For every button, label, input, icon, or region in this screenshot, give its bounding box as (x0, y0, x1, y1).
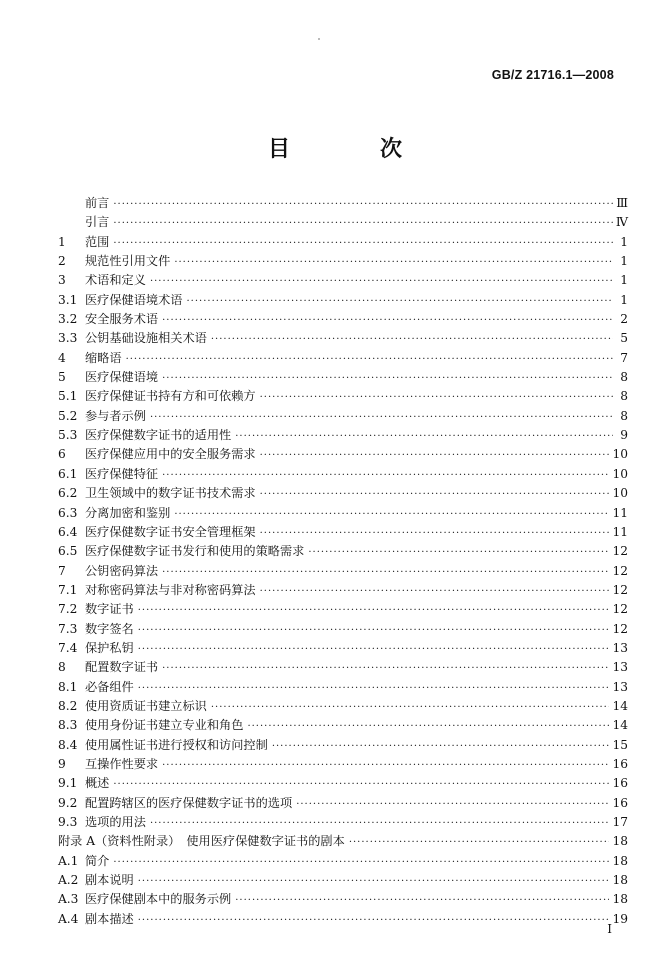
toc-entry-title: 数字证书 (85, 602, 134, 617)
toc-entry-title: 医疗保健应用中的安全服务需求 (85, 447, 256, 462)
toc-entry-number: A.3 (58, 892, 79, 907)
toc-entry[interactable] (58, 832, 628, 851)
toc-entry[interactable] (58, 890, 628, 909)
toc-entry-title: 医疗保健数字证书的适用性 (85, 428, 232, 443)
toc-leader-dots (308, 543, 609, 562)
toc-entry-title: 医疗保健数字证书安全管理框架 (85, 524, 256, 539)
toc-leader-dots (162, 466, 609, 485)
toc-entry-page: 16 (612, 795, 628, 810)
toc-entry-title: 术语和定义 (85, 273, 146, 288)
toc-leader-dots (211, 698, 610, 717)
toc-entry[interactable] (58, 639, 628, 658)
toc-leader-dots (138, 640, 610, 659)
toc-entry[interactable] (58, 387, 628, 406)
toc-entry-page: 1 (620, 273, 628, 288)
toc-entry-number: 7 (58, 563, 66, 578)
toc-entry-title: 使用属性证书进行授权和访问控制 (85, 737, 268, 752)
toc-entry-title: 安全服务术语 (85, 312, 159, 327)
toc-entry-title: 剧本说明 (85, 873, 134, 888)
toc-entry[interactable] (58, 871, 628, 890)
toc-entry-number: 4 (58, 350, 66, 365)
toc-leader-dots (260, 582, 610, 601)
toc-entry-title: 分离加密和鉴别 (85, 505, 171, 520)
toc-entry-number: 9.1 (58, 776, 78, 791)
toc-entry[interactable] (58, 736, 628, 755)
toc-entry-title: 医疗保健证书持有方和可依赖方 (85, 389, 256, 404)
toc-entry-number: 9.3 (58, 815, 78, 829)
toc-entry-page: 17 (612, 815, 628, 829)
toc-entry-page: 16 (612, 756, 628, 771)
toc-entry[interactable] (58, 368, 628, 387)
toc-entry-number: 9.2 (58, 795, 78, 810)
toc-leader-dots (113, 195, 613, 214)
toc-leader-dots (138, 621, 610, 640)
toc-entry-number: 5.2 (58, 408, 78, 423)
toc-leader-dots (349, 833, 610, 852)
toc-leader-dots (126, 350, 613, 369)
toc-entry[interactable] (58, 774, 628, 793)
toc-leader-dots (187, 292, 614, 311)
toc-leader-dots (113, 775, 609, 794)
toc-leader-dots (211, 330, 613, 349)
toc-entry[interactable] (58, 600, 628, 619)
toc-entry-page: 14 (612, 718, 628, 733)
toc-leader-dots (174, 505, 609, 524)
toc-entry-page: 12 (612, 602, 628, 617)
page-title: 目 次 (267, 137, 436, 162)
toc-entry-title: 配置数字证书 (85, 660, 159, 675)
toc-entry[interactable] (58, 794, 628, 813)
table-of-contents (58, 194, 628, 929)
toc-entry-title: 医疗保健语境术语 (85, 292, 183, 307)
toc-entry-title: 引言 (85, 215, 110, 230)
toc-entry-page: 10 (612, 466, 628, 481)
toc-leader-dots (162, 563, 609, 582)
toc-leader-dots (150, 408, 613, 427)
toc-entry[interactable] (58, 426, 628, 445)
toc-entry-number: A.1 (58, 853, 79, 868)
toc-entry[interactable] (58, 213, 628, 232)
toc-leader-dots (113, 853, 609, 872)
toc-leader-dots (113, 234, 613, 253)
toc-entry-page: 1 (620, 234, 628, 249)
toc-entry-page: 13 (612, 660, 628, 675)
toc-leader-dots (138, 872, 610, 891)
toc-entry[interactable] (58, 620, 628, 639)
toc-leader-dots (150, 814, 610, 833)
toc-entry-page: 12 (612, 544, 628, 559)
toc-entry[interactable] (58, 813, 628, 832)
toc-entry[interactable] (58, 504, 628, 523)
toc-entry-page: 14 (612, 698, 628, 713)
toc-entry-page: 12 (612, 621, 628, 636)
toc-entry-title: 参与者示例 (85, 408, 146, 423)
toc-entry[interactable] (58, 523, 628, 542)
toc-leader-dots (162, 756, 609, 775)
toc-entry-page: 18 (612, 834, 628, 849)
toc-entry-title: 公钥基础设施相关术语 (85, 331, 207, 346)
toc-entry-title: 使用医疗保健数字证书的剧本 (186, 834, 345, 849)
toc-entry-page: 2 (620, 312, 628, 327)
toc-entry[interactable] (58, 581, 628, 600)
toc-leader-dots (150, 272, 613, 291)
toc-entry-page: 10 (612, 447, 628, 462)
toc-entry-title: 选项的用法 (85, 815, 146, 829)
toc-leader-dots (113, 214, 612, 233)
toc-entry[interactable] (58, 910, 628, 929)
toc-entry-title: 医疗保健语境 (85, 370, 159, 385)
toc-entry-number: 3 (58, 273, 66, 288)
toc-leader-dots (260, 485, 610, 504)
standard-code: GB/Z 21716.1—2008 (491, 68, 614, 82)
toc-entry[interactable] (58, 542, 628, 561)
toc-entry-title: 医疗保健特征 (85, 466, 159, 481)
toc-entry-number: 7.1 (58, 582, 78, 597)
toc-entry-number: 8.2 (58, 698, 78, 713)
toc-entry-number: A.4 (58, 911, 79, 926)
toc-entry[interactable] (58, 445, 628, 464)
toc-entry-title: 必备组件 (85, 679, 134, 694)
toc-entry-number: 7.2 (58, 602, 78, 617)
toc-leader-dots (162, 659, 609, 678)
toc-entry[interactable] (58, 658, 628, 677)
toc-entry[interactable] (58, 484, 628, 503)
toc-entry-number: 6.1 (58, 466, 78, 481)
toc-entry-number: 3.3 (58, 331, 78, 346)
toc-entry-title: 互操作性要求 (85, 756, 159, 771)
toc-entry-number: 6.5 (58, 544, 78, 559)
toc-leader-dots (174, 253, 613, 272)
toc-entry[interactable] (58, 852, 628, 871)
toc-entry-title: 概述 (85, 776, 110, 791)
toc-entry-page: 8 (620, 408, 628, 423)
toc-entry-page: 18 (612, 873, 628, 888)
toc-entry[interactable] (58, 562, 628, 581)
toc-entry-number: 7.3 (58, 621, 78, 636)
page-number: I (607, 922, 612, 936)
toc-entry-title: 简介 (85, 853, 110, 868)
toc-entry-number: 8.4 (58, 737, 78, 752)
toc-entry[interactable] (58, 407, 628, 426)
toc-entry-number: A.2 (58, 873, 79, 888)
toc-entry-page: 11 (612, 524, 628, 539)
toc-entry-page: 7 (620, 350, 628, 365)
toc-leader-dots (260, 524, 610, 543)
toc-entry-page: 5 (620, 331, 628, 346)
toc-entry[interactable] (58, 329, 628, 348)
toc-entry-page: 9 (620, 428, 628, 443)
toc-leader-dots (162, 311, 613, 330)
toc-entry-page: 19 (612, 911, 628, 926)
toc-entry[interactable] (58, 349, 628, 368)
toc-entry-title: 医疗保健数字证书发行和使用的策略需求 (85, 544, 305, 559)
toc-entry-page: Ⅲ (616, 196, 628, 210)
toc-entry-number: 6.3 (58, 505, 78, 520)
toc-leader-dots (272, 737, 610, 756)
toc-entry-title: 使用身份证书建立专业和角色 (85, 718, 244, 733)
toc-leader-dots (235, 891, 609, 910)
toc-leader-dots (260, 388, 613, 407)
toc-entry-page: 8 (620, 389, 628, 404)
toc-entry-title: 卫生领域中的数字证书技术需求 (85, 486, 256, 501)
toc-entry-number: 5 (58, 370, 66, 385)
toc-entry[interactable] (58, 233, 628, 252)
toc-entry[interactable] (58, 194, 628, 213)
toc-entry-page: 11 (612, 505, 628, 520)
toc-entry-page: 10 (612, 486, 628, 501)
toc-entry-number: 5.3 (58, 428, 78, 443)
toc-entry-title: 数字签名 (85, 621, 134, 636)
toc-entry-page: 12 (612, 563, 628, 578)
toc-entry-page: 18 (612, 892, 628, 907)
toc-entry-title: 前言 (85, 196, 110, 210)
toc-entry[interactable] (58, 252, 628, 271)
toc-entry-title: 剧本描述 (85, 911, 134, 926)
toc-entry-page: 12 (612, 582, 628, 597)
toc-entry[interactable] (58, 697, 628, 716)
toc-entry-number: 6.2 (58, 486, 78, 501)
toc-entry-title: 医疗保健剧本中的服务示例 (85, 892, 232, 907)
toc-entry-title: 规范性引用文件 (85, 254, 171, 269)
toc-entry-page: 15 (612, 737, 628, 752)
toc-entry-page: 8 (620, 370, 628, 385)
toc-entry-title: 配置跨辖区的医疗保健数字证书的选项 (85, 795, 293, 810)
toc-entry[interactable] (58, 465, 628, 484)
toc-leader-dots (296, 795, 609, 814)
toc-entry-number: 3.1 (58, 292, 78, 307)
toc-entry[interactable] (58, 755, 628, 774)
toc-entry-title: 范围 (85, 234, 110, 249)
toc-entry-page: Ⅳ (615, 215, 628, 230)
toc-entry-title: 保护私钥 (85, 640, 134, 655)
toc-entry-title: 对称密码算法与非对称密码算法 (85, 582, 256, 597)
toc-entry-number: 9 (58, 756, 66, 771)
toc-leader-dots (235, 427, 613, 446)
toc-leader-dots (247, 717, 609, 736)
toc-entry[interactable] (58, 310, 628, 329)
toc-entry-number: 8.3 (58, 718, 78, 733)
toc-entry-title: 公钥密码算法 (85, 563, 159, 578)
toc-leader-dots (138, 601, 610, 620)
toc-leader-dots (138, 911, 610, 930)
toc-leader-dots (162, 369, 613, 388)
toc-entry-number: 2 (58, 254, 66, 269)
toc-leader-dots (138, 679, 610, 698)
toc-entry[interactable] (58, 271, 628, 290)
toc-entry-title: 缩略语 (85, 350, 122, 365)
toc-entry-page: 16 (612, 776, 628, 791)
toc-entry-number: 6.4 (58, 524, 78, 539)
toc-entry-number: 7.4 (58, 640, 78, 655)
scan-speck (318, 38, 320, 40)
toc-entry[interactable] (58, 291, 628, 310)
toc-entry-page: 18 (612, 853, 628, 868)
toc-entry-number: 1 (58, 234, 66, 249)
toc-entry-page: 13 (612, 679, 628, 694)
toc-entry-number: 5.1 (58, 389, 78, 404)
toc-entry[interactable] (58, 678, 628, 697)
toc-entry[interactable] (58, 716, 628, 735)
toc-entry-number: 6 (58, 447, 66, 462)
toc-leader-dots (260, 446, 610, 465)
toc-entry-page: 1 (620, 292, 628, 307)
toc-entry-page: 13 (612, 640, 628, 655)
toc-entry-number: 8.1 (58, 679, 78, 694)
toc-entry-title: 使用资质证书建立标识 (85, 698, 207, 713)
toc-entry-number: 3.2 (58, 312, 78, 327)
toc-entry-number: 8 (58, 660, 66, 675)
toc-entry-page: 1 (620, 254, 628, 269)
toc-entry-number: 附录 A（资料性附录） (58, 834, 181, 849)
